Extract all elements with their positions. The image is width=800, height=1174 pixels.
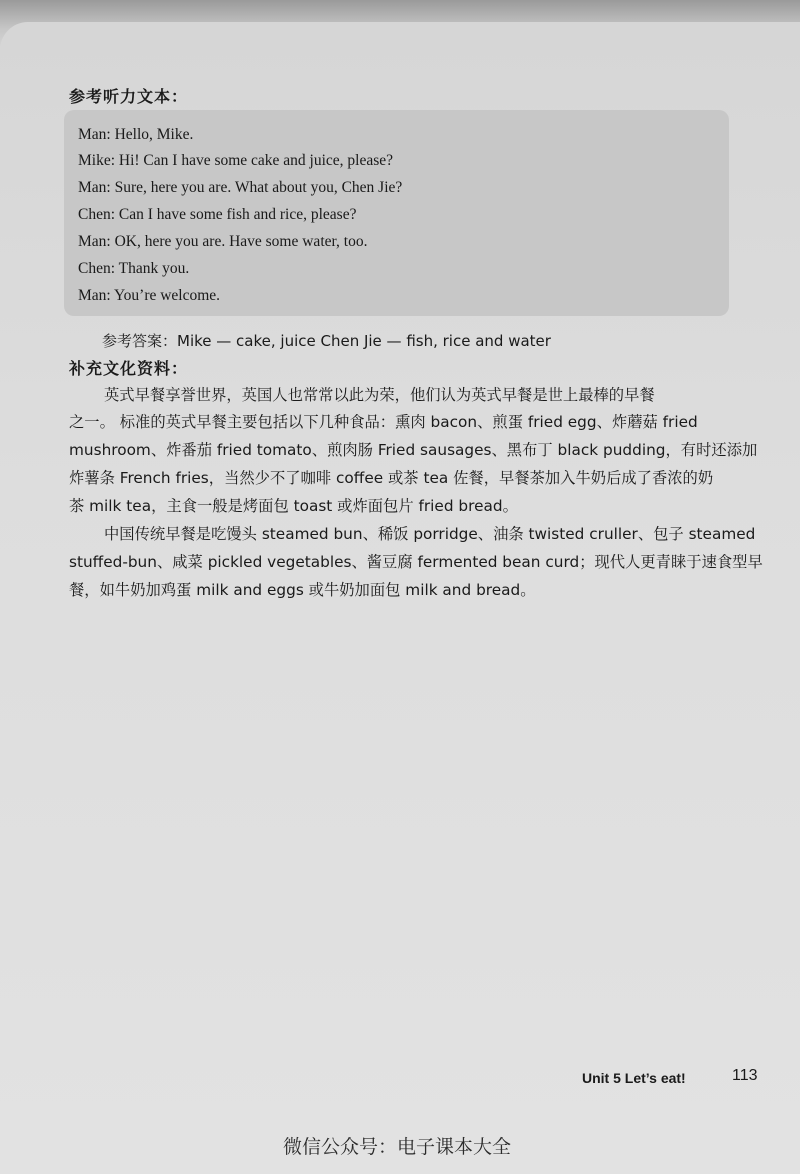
paragraph-line: 炸薯条 French fries，当然少不了咖啡 coffee 或茶 tea 佐餐，早餐茶加入牛奶后成了香浓的奶: [69, 469, 714, 487]
paragraph-line: 中国传统早餐是吃馒头 steamed bun、稀饭 porridge、油条 twisted cruller、包子 steamed: [104, 525, 756, 543]
listening-heading: 参考听力文本：: [69, 87, 189, 106]
dialogue-line: Man: You’re welcome.: [78, 287, 221, 304]
footer-unit-title: Unit 5 Let’s eat!: [582, 1070, 686, 1086]
paragraph-line: stuffed-bun、咸菜 pickled vegetables、酱豆腐 fermented bean curd；现代人更青睐于速食型早: [69, 553, 763, 571]
answer-line: [102, 330, 551, 351]
paragraph-line: 英式早餐享誉世界，英国人也常常以此为荣，他们认为英式早餐是世上最棒的早餐: [104, 386, 655, 404]
paragraph-line: 餐，如牛奶加鸡蛋 milk and eggs 或牛奶加面包 milk and bread。: [69, 581, 536, 599]
dialogue-line: Chen: Thank you.: [78, 260, 190, 277]
dialogue-line: Man: OK, here you are. Have some water, too.: [78, 233, 368, 250]
dialogue-line: Man: Hello, Mike.: [78, 126, 194, 143]
culture-heading: 补充文化资料：: [69, 359, 189, 378]
dialogue-line: Mike: Hi! Can I have some cake and juice, please?: [78, 152, 394, 169]
dialogue-line: Man: Sure, here you are. What about you, Chen Jie?: [78, 179, 403, 196]
answer-text: Mike — cake, juice Chen Jie — fish, rice and water: [177, 332, 551, 350]
page-number: 113: [732, 1067, 758, 1084]
paragraph-line: 之一。 标准的英式早餐主要包括以下几种食品：熏肉 bacon、煎蛋 fried egg、炸蘑菇 fried: [69, 413, 698, 431]
paragraph-line: 茶 milk tea，主食一般是烤面包 toast 或炸面包片 fried bread。: [69, 497, 518, 515]
answer-label: 参考答案：: [102, 332, 178, 350]
dialogue-line: Chen: Can I have some fish and rice, please?: [78, 206, 357, 223]
paragraph-line: mushroom、炸番茄 fried tomato、煎肉肠 Fried sausages、黑布丁 black pudding，有时还添加: [69, 441, 758, 459]
watermark-text: 微信公众号：电子课本大全: [283, 1136, 512, 1158]
